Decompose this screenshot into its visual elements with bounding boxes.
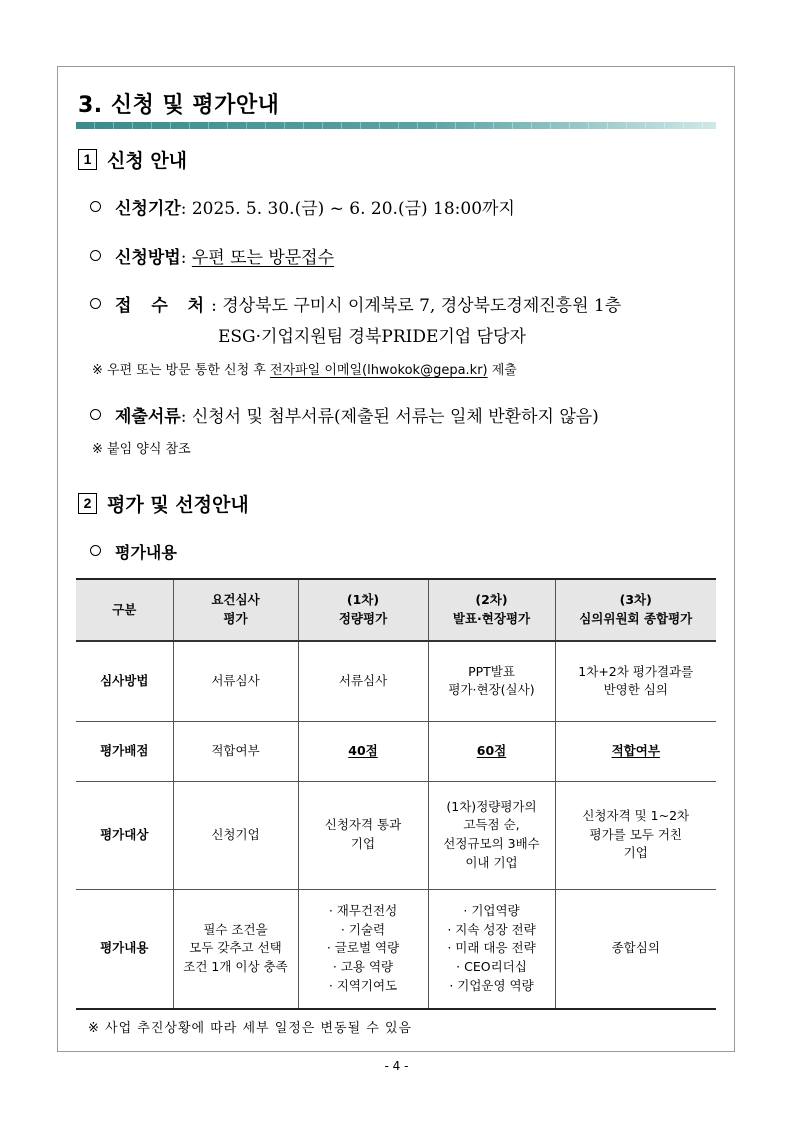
circle-bullet-icon [90, 409, 101, 420]
evaluation-heading-text: 평가 및 선정안내 [107, 494, 249, 516]
heading-number-box: 1 [78, 149, 97, 170]
method-colon: : [180, 248, 192, 268]
header-line: (1차) [346, 592, 380, 608]
header-line: 정량평가 [338, 611, 388, 626]
cell-line: 기업 [350, 836, 376, 851]
table-row [76, 781, 716, 889]
period-value: : 2025. 5. 30.(금) ~ 6. 20.(금) 18:00까지 [180, 199, 515, 219]
header-line: 발표·현장평가 [452, 611, 531, 626]
row-label-cell: 평가대상 [76, 781, 173, 889]
cell-line: · 기업운영 역량 [449, 977, 534, 993]
table-header-row [76, 579, 716, 641]
table-cell [298, 721, 428, 781]
cell-line: 평가·현장(실사) [448, 682, 535, 698]
table-header-cell [173, 579, 298, 641]
cell-line: · 기업역량 [463, 902, 520, 918]
table-cell [173, 641, 298, 721]
cell-line: · 고용 역량 [332, 959, 394, 975]
cell-line: 이내 기업 [465, 854, 518, 870]
application-heading-text: 신청 안내 [107, 150, 188, 172]
period-label: 신청기간 [115, 199, 181, 219]
office-label: 접 수 처 [115, 296, 212, 316]
table-cell [428, 889, 555, 1009]
docs-value: : 신청서 및 첨부서류(제출된 서류는 일체 반환하지 않음) [180, 407, 599, 427]
period-line [90, 194, 515, 219]
heading-number-box: 2 [78, 493, 97, 514]
schedule-footnote: ※ 사업 추진상황에 따라 세부 일정은 변동될 수 있음 [88, 1021, 413, 1036]
table-cell [173, 721, 298, 781]
table-cell [428, 641, 555, 721]
office-line-2: ESG·기업지원팀 경북PRIDE기업 담당자 [218, 327, 526, 347]
table-cell [173, 889, 298, 1009]
table-row [76, 721, 716, 781]
content-label: 평가내용 [115, 543, 177, 562]
email-note-underlined: 전자파일 이메일(lhwokok@gepa.kr) [269, 363, 488, 378]
circle-bullet-icon [90, 250, 101, 261]
section-title: 3. 신청 및 평가안내 [78, 93, 280, 118]
cell-line: 서류심사 [338, 672, 388, 688]
method-label: 신청방법 [115, 248, 181, 268]
circle-bullet-icon [90, 201, 101, 212]
row-label-cell: 심사방법 [76, 641, 173, 721]
cell-line: 적합여부 [611, 742, 660, 758]
cell-line: 조건 1개 이상 충족 [183, 959, 288, 975]
cell-line: 적합여부 [211, 742, 260, 758]
content-line [90, 540, 177, 563]
cell-line: 선정규모의 3배수 [443, 836, 540, 851]
cell-line: PPT발표 [468, 663, 515, 679]
title-underline-bar [76, 122, 716, 129]
table-header-cell [298, 579, 428, 641]
table-cell [555, 889, 716, 1009]
table-header-cell [76, 579, 173, 641]
evaluation-heading [78, 490, 249, 517]
cell-line: 신청자격 통과 [324, 817, 402, 833]
cell-line: 기업 [623, 845, 648, 861]
cell-line: 신청기업 [211, 826, 260, 842]
table-cell [298, 641, 428, 721]
cell-line: · 지역기여도 [328, 977, 398, 993]
cell-line: 신청자격 및 1~2차 [582, 807, 690, 823]
table-cell [428, 721, 555, 781]
table-row [76, 889, 716, 1009]
application-heading [78, 146, 187, 173]
table-cell [298, 781, 428, 889]
table-cell [298, 889, 428, 1009]
cell-line: 종합심의 [611, 940, 660, 956]
table-cell [555, 781, 716, 889]
header-line: (2차) [475, 592, 508, 608]
cell-line: · 지속 성장 전략 [447, 921, 536, 937]
circle-bullet-icon [90, 298, 101, 309]
attachment-note: ※ 붙임 양식 참조 [92, 442, 191, 457]
cell-line: 필수 조건을 [203, 921, 268, 937]
table-header-cell [555, 579, 716, 641]
header-line: 요건심사 [211, 592, 260, 608]
docs-line [90, 402, 599, 427]
table-header-cell [428, 579, 555, 641]
note1-suffix: 제출 [487, 363, 517, 378]
cell-line: 평가를 모두 거친 [589, 826, 682, 842]
row-label-cell: 평가배점 [76, 721, 173, 781]
cell-line: 고득점 순, [463, 817, 520, 833]
table-cell [555, 641, 716, 721]
cell-line: 서류심사 [211, 672, 260, 688]
submission-note [92, 359, 517, 378]
cell-line: · CEO리더십 [456, 959, 527, 975]
table-cell [555, 721, 716, 781]
row-label-cell: 평가내용 [76, 889, 173, 1009]
cell-line: 모두 갖추고 선택 [189, 940, 282, 956]
cell-line: · 글로벌 역량 [326, 940, 400, 956]
cell-line: · 기술력 [340, 921, 386, 937]
header-line: 심의위원회 종합평가 [579, 611, 693, 626]
cell-line: 40점 [348, 742, 378, 758]
cell-line: (1차)정량평가의 [446, 798, 537, 814]
table-cell [173, 781, 298, 889]
office-line [90, 291, 621, 316]
cell-line: 1차+2차 평가결과를 [578, 663, 694, 679]
evaluation-table [76, 578, 716, 1010]
cell-line: 반영한 심의 [603, 682, 668, 698]
docs-label: 제출서류 [115, 407, 181, 427]
table-row [76, 641, 716, 721]
page-number: - 4 - [384, 1059, 409, 1073]
cell-line: 60점 [476, 742, 507, 758]
cell-line: · 재무건전성 [328, 902, 398, 918]
method-line [90, 243, 334, 268]
circle-bullet-icon [90, 545, 101, 556]
method-value: 우편 또는 방문접수 [191, 248, 335, 268]
note1-prefix: ※ 우편 또는 방문 통한 신청 후 [92, 363, 270, 378]
header-line: 구분 [112, 601, 137, 617]
cell-line: · 미래 대응 전략 [447, 940, 536, 956]
office-value-1: : 경상북도 구미시 이계북로 7, 경상북도경제진흥원 1층 [211, 296, 622, 316]
header-line: (3차) [619, 592, 652, 608]
header-line: 평가 [223, 611, 248, 626]
table-cell [428, 781, 555, 889]
